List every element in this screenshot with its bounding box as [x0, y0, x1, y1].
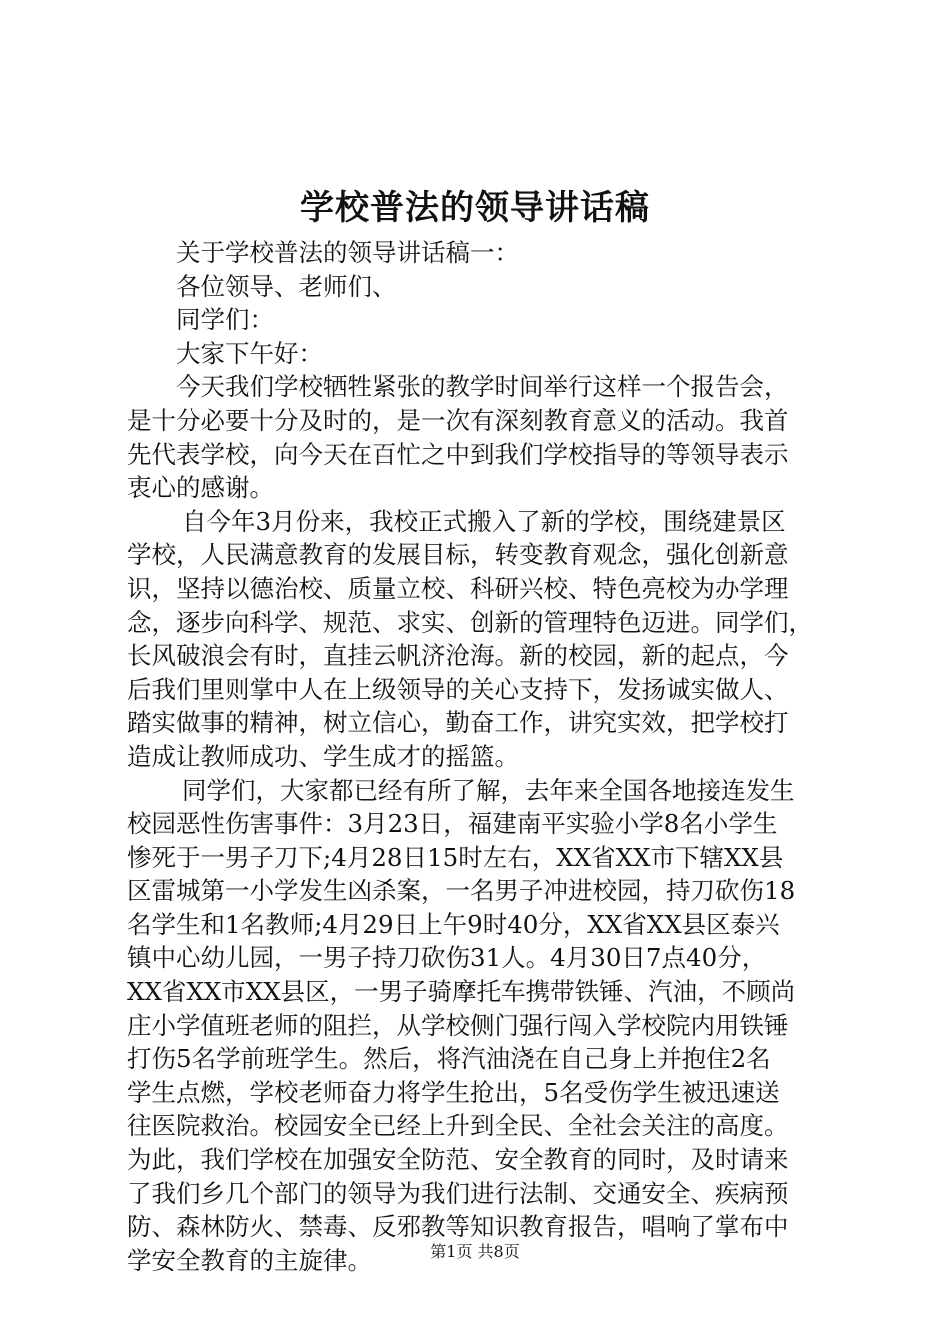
body-line: 衷心的感谢。: [127, 473, 274, 503]
body-line: 长风破浪会有时，直挂云帆济沧海。新的校园，新的起点，今: [127, 641, 789, 671]
body-line: 了我们乡几个部门的领导为我们进行法制、交通安全、疾病预: [127, 1178, 789, 1208]
body-line: 学安全教育的主旋律。: [127, 1245, 372, 1275]
body-line: 同学们：: [176, 305, 274, 335]
body-line: 各位领导、老师们、: [176, 271, 397, 301]
document-body: [127, 236, 831, 1277]
body-line: 先代表学校，向今天在百忙之中到我们学校指导的等领导表示: [127, 439, 789, 469]
body-line: 学生点燃，学校老师奋力将学生抢出，5名受伤学生被迅速送: [127, 1077, 780, 1107]
body-line: 同学们，大家都已经有所了解，去年来全国各地接连发生: [182, 775, 795, 805]
body-line: 是十分必要十分及时的，是一次有深刻教育意义的活动。我首: [127, 405, 789, 435]
body-line: 大家下午好：: [176, 338, 323, 368]
body-line: 踏实做事的精神，树立信心，勤奋工作，讲究实效，把学校打: [127, 708, 789, 738]
body-line: 造成让教师成功、学生成才的摇篮。: [127, 741, 519, 771]
body-line: 打伤5名学前班学生。然后，将汽油浇在自己身上并抱住2名: [127, 1044, 771, 1074]
body-line: 识，坚持以德治校、质量立校、科研兴校、特色亮校为办学理: [127, 573, 789, 603]
body-line: 惨死于一男子刀下;4月28日15时左右，XX省XX市下辖XX县: [127, 842, 784, 872]
body-line: 镇中心幼儿园，一男子持刀砍伤31人。4月30日7点40分，: [127, 943, 767, 973]
body-line: 名学生和1名教师;4月29日上午9时40分，XX省XX县区泰兴: [127, 909, 780, 939]
body-line: 往医院救治。校园安全已经上升到全民、全社会关注的高度。: [127, 1111, 789, 1141]
body-line: 区雷城第一小学发生凶杀案，一名男子冲进校园，持刀砍伤18: [127, 876, 796, 906]
body-line: XX省XX市XX县区，一男子骑摩托车携带铁锤、汽油，不顾尚: [127, 977, 796, 1007]
body-line: 庄小学值班老师的阻拦，从学校侧门强行闯入学校院内用铁锤: [127, 1010, 789, 1040]
body-line: 关于学校普法的领导讲话稿一：: [176, 238, 519, 267]
body-line: 念，逐步向科学、规范、求实、创新的管理特色迈进。同学们，: [127, 607, 813, 637]
body-line: 校园恶性伤害事件：3月23日，福建南平实验小学8名小学生: [127, 809, 778, 839]
document-title: 学校普法的领导讲话稿: [300, 188, 650, 228]
body-line: 今天我们学校牺牲紧张的教学时间举行这样一个报告会，: [176, 372, 789, 402]
body-line: 后我们里则掌中人在上级领导的关心支持下，发扬诚实做人、: [127, 674, 789, 704]
body-line: 自今年3月份来，我校正式搬入了新的学校，围绕建景区: [182, 506, 786, 536]
body-line: 学校，人民满意教育的发展目标，转变教育观念，强化创新意: [127, 540, 789, 570]
body-line: 防、森林防火、禁毒、反邪教等知识教育报告，唱响了掌布中: [127, 1212, 789, 1242]
body-line: 为此，我们学校在加强安全防范、安全教育的同时，及时请来: [127, 1145, 789, 1175]
page-footer: 第1页 共8页: [430, 1242, 520, 1261]
